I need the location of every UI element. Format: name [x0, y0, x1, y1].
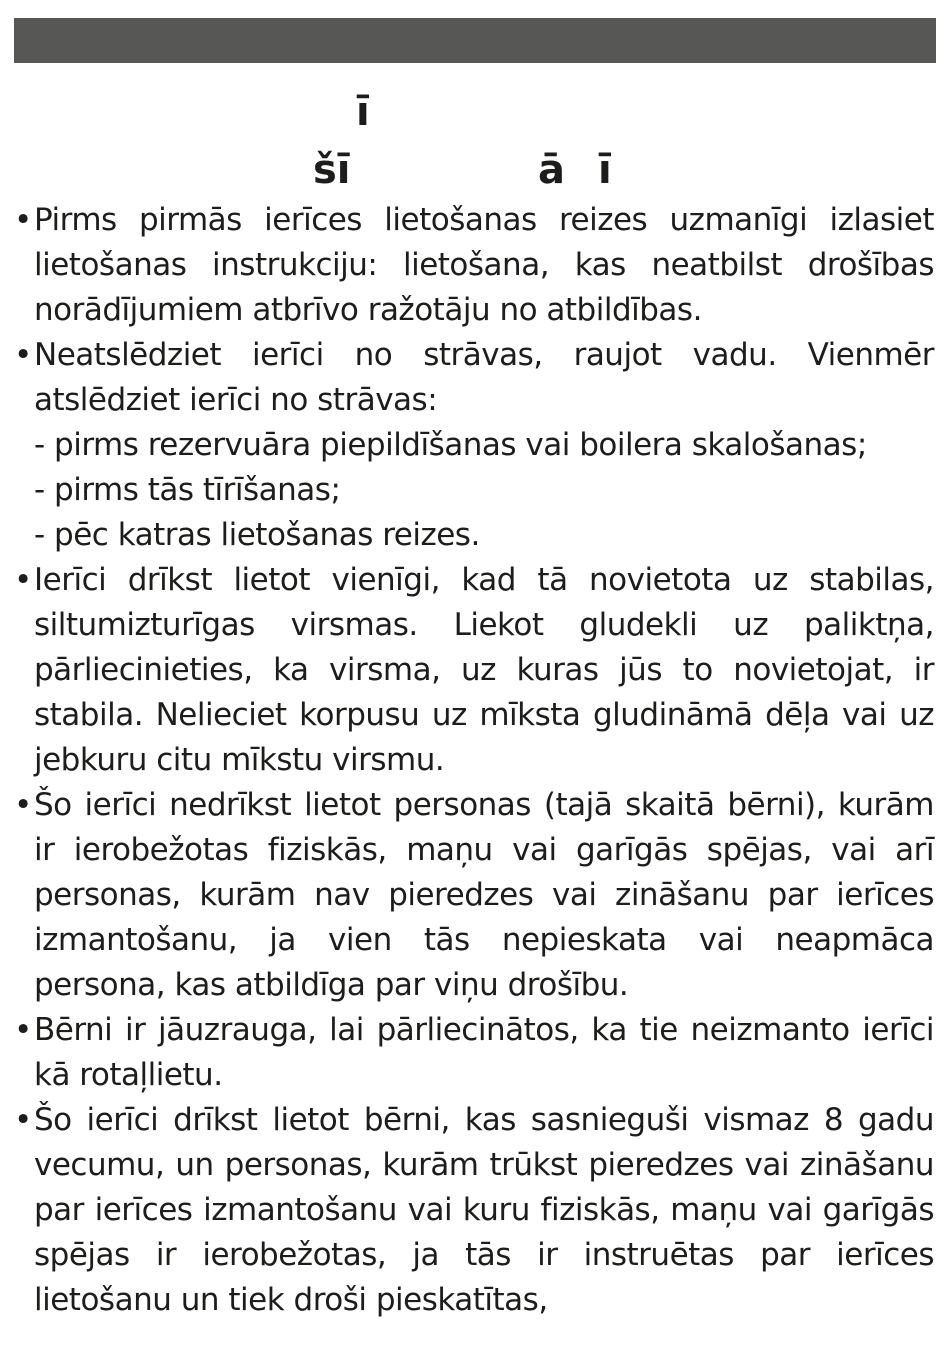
bullet-icon: •	[14, 787, 32, 823]
sub-list-item: - pirms tās tīrīšanas;	[34, 472, 341, 508]
list-item	[14, 1098, 934, 1323]
list-item	[14, 198, 934, 333]
list-item-text-continued: atslēdziet ierīci no strāvas:	[34, 382, 438, 418]
bullet-icon: •	[14, 337, 32, 373]
list-item-text: Ierīci drīkst lietot vienīgi, kad tā novietota uz stabilas, siltumizturīgas virsmas. Liekot gludekli uz paliktņa, pārliecinieties, ka virsma, uz kuras jūs to novietojat, ir stabila. Nelieciet korpusu uz mīksta gludināmā dēļa vai uz jebkuru citu mīkstu virsmu.	[34, 562, 934, 778]
subheading-fragment-1: šī	[313, 147, 351, 193]
header-bar	[14, 18, 936, 63]
list-item-text: Pirms pirmās ierīces lietošanas reizes uzmanīgi izlasiet lietošanas instrukciju: lietošana, kas neatbilst drošības norādījumiem atbrīvo ražotāju no atbildības.	[34, 202, 934, 328]
bullet-icon: •	[14, 202, 32, 238]
list-item-text: Šo ierīci nedrīkst lietot personas (tajā skaitā bērni), kurām ir ierobežotas fiziskās, maņu vai garīgās spējas, vai arī personas, kurām nav pieredzes vai zināšanu par ierīces izmantošanu, ja vien tās nepieskata vai neapmāca persona, kas atbildīga par viņu drošību.	[34, 787, 934, 1003]
list-item-text: Šo ierīci drīkst lietot bērni, kas sasnieguši vismaz 8 gadu vecumu, un personas, kurām trūkst pieredzes vai zināšanu par ierīces izmantošanu vai kuru fiziskās, maņu vai garīgās spējas ir ierobežotas, ja tās ir instruētas par ierīces lietošanu un tiek droši pieskatītas,	[34, 1102, 934, 1318]
heading-fragment: ī	[356, 89, 370, 135]
subheading-fragment-3: ī	[598, 147, 612, 193]
bullet-icon: •	[14, 1102, 32, 1138]
bullet-icon: •	[14, 562, 32, 598]
list-item	[14, 783, 934, 1008]
safety-instructions-list	[14, 198, 934, 1323]
list-item-text: Neatslēdziet ierīci no strāvas, raujot vadu. Vienmēr	[34, 337, 934, 373]
sub-list-item: - pirms rezervuāra piepildīšanas vai boilera skalošanas;	[34, 427, 867, 463]
bullet-icon: •	[14, 1012, 32, 1048]
list-item-text: Bērni ir jāuzrauga, lai pārliecinātos, ka tie neizmanto ierīci kā rotaļlietu.	[34, 1012, 934, 1093]
sub-list-item: - pēc katras lietošanas reizes.	[34, 517, 480, 553]
list-item	[14, 1008, 934, 1098]
subheading-fragment-2: ā	[538, 147, 565, 193]
list-item	[14, 558, 934, 783]
list-item	[14, 333, 934, 558]
